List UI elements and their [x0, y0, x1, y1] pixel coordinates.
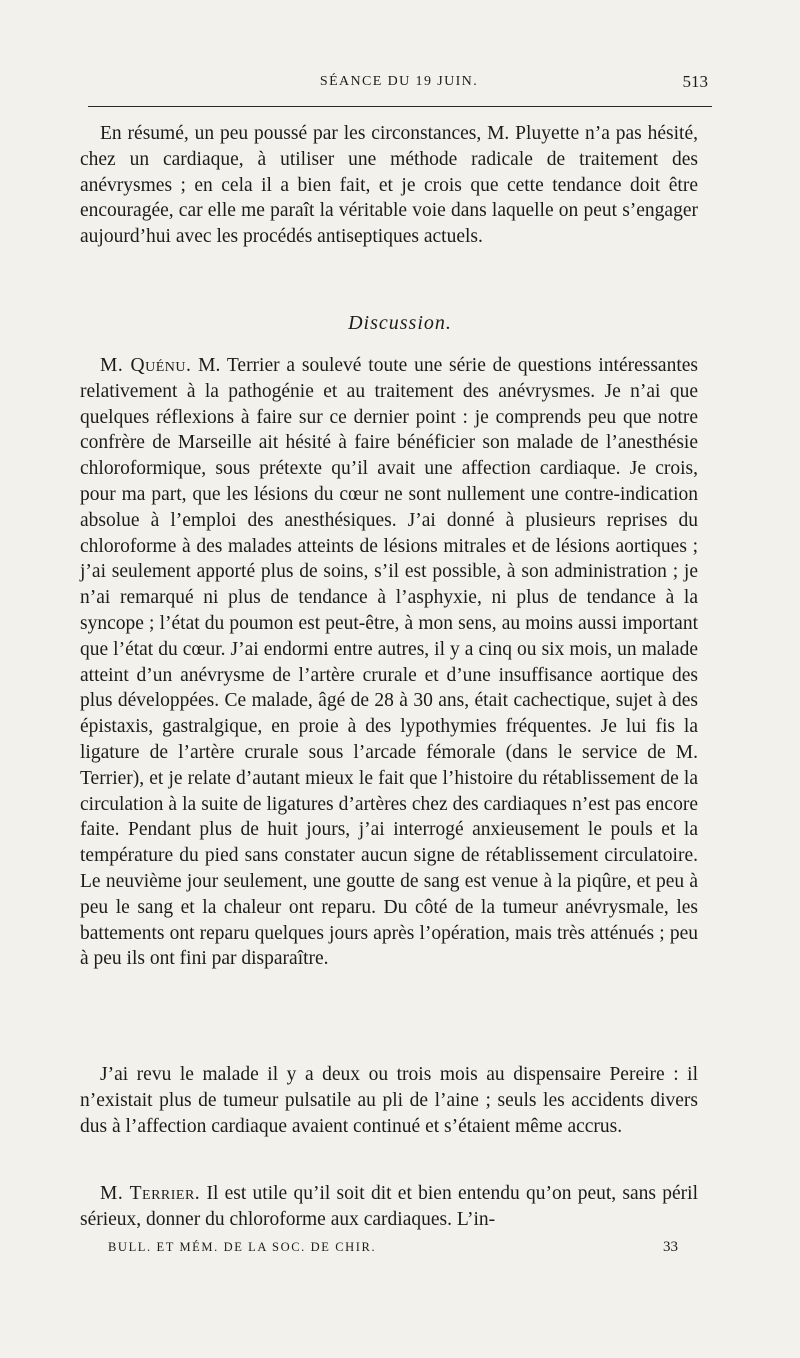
speaker-name: M. Terrier.	[100, 1183, 201, 1204]
signature-number: 33	[663, 1239, 678, 1255]
journal-signature: BULL. ET MÉM. DE LA SOC. DE CHIR.	[108, 1240, 377, 1254]
paragraph-text: J’ai revu le malade il y a deux ou trois mois au dispensaire Pereire : il n’existait plus de tumeur pulsatile au pli de l’aine ; seuls les accidents divers dus à l’affection cardiaque avaient continué et s’étaient même accrus.	[80, 1064, 698, 1137]
running-title: SÉANCE DU 19 JUIN.	[319, 74, 479, 89]
header-rule	[88, 106, 712, 107]
paragraph-follow-up	[80, 1062, 698, 1139]
speaker-name: M. Quénu.	[100, 355, 192, 376]
paragraph-quenu	[80, 353, 698, 972]
paragraph-text: M. Terrier a soulevé toute une série de questions intéressantes relativement à la pathogénie et au traitement des anévrysmes. Je n’ai que quelques réflexions à faire sur ce dernier point : je comprends peu que notre confrère de Marseille ait hésité à faire bénéficier son malade de l’anesthésie chloroformique, sous prétexte qu’il avait une affection cardiaque. Je crois, pour ma part, que les lésions du cœur ne sont nullement une contre-indication absolue à l’emploi des anesthésiques. J’ai donné à plusieurs reprises du chloroforme à des malades atteints de lésions mitrales et de lésions aortiques ; j’ai seulement apporté plus de soins, s’il est possible, à son administration ; je n’ai remarqué ni plus de tendance à l’asphyxie, ni plus de tendance à la syncope ; l’état du poumon est peut-être, à mon sens, au moins aussi important que l’état du cœur. J’ai endormi entre autres, il y a cinq ou six mois, un malade atteint d’un anévrysme de l’artère crurale et d’une insuffisance aortique des plus développées. Ce malade, âgé de 28 à 30 ans, était cachectique, sujet à des épistaxis, gastralgique, en proie à des lypothymies fréquentes. Je lui fis la ligature de l’artère crurale sous l’arcade fémorale (dans le service de M. Terrier), et je relate d’autant mieux le fait que l’histoire du rétablissement de la circulation à la suite de ligatures d’artères chez des cardiaques n’est pas encore faite. Pendant plus de huit jours, j’ai interrogé anxieusement le pouls et la température du pied sans constater aucun signe de rétablissement circulatoire. Le neuvième jour seulement, une goutte de sang est venue à la piqûre, et peu à peu le sang et la chaleur ont reparu. Du côté de la tumeur anévrysmale, les battements ont reparu quelques jours après l’opération, mais très atténués ; peu à peu ils ont fini par disparaître.	[80, 355, 698, 970]
page-header	[86, 64, 712, 94]
page-footer	[108, 1240, 678, 1258]
paragraph-terrier	[80, 1181, 698, 1233]
page-number: 513	[682, 72, 708, 91]
paragraph-text: Il est utile qu’il soit dit et bien entendu qu’on peut, sans péril sérieux, donner du chloroforme aux cardiaques. L’in-	[80, 1183, 698, 1230]
paragraph-summary	[80, 121, 698, 250]
section-heading: Discussion.	[348, 312, 452, 334]
paragraph-text: En résumé, un peu poussé par les circonstances, M. Pluyette n’a pas hésité, chez un cardiaque, à utiliser une méthode radicale de traitement des anévrysmes ; en cela il a bien fait, et je crois que cette tendance doit être encouragée, car elle me paraît la véritable voie dans laquelle on peut s’engager aujourd’hui avec les procédés antiseptiques actuels.	[80, 123, 698, 248]
